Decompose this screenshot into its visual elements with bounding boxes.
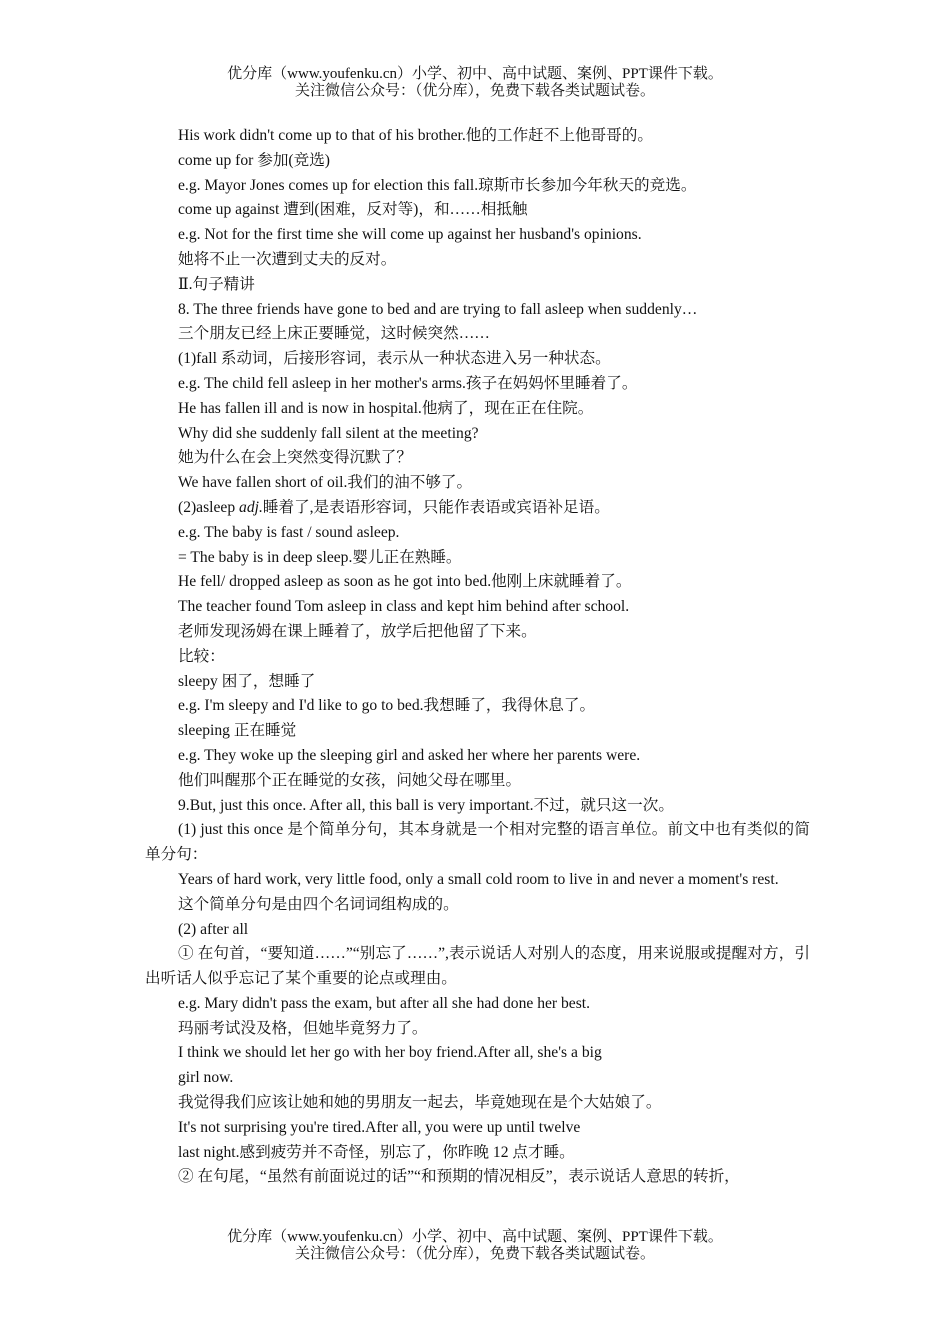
text-line: I think we should let her go with her boy friend.After all, she's a big	[178, 1044, 602, 1062]
asleep-line	[145, 496, 810, 521]
text-line: e.g. The child fell asleep in her mother's arms.孩子在妈妈怀里睡着了。	[178, 374, 638, 392]
text-line: come up for 参加(竞选)	[178, 151, 331, 169]
text-line: 他们叫醒那个正在睡觉的女孩，问她父母在哪里。	[178, 771, 522, 789]
text-line: (2) after all	[178, 920, 249, 938]
text-line: He fell/ dropped asleep as soon as he got into bed.他刚上床就睡着了。	[178, 573, 632, 591]
text-line: 9.But, just this once. After all, this ball is very important.不过，就只这一次。	[178, 796, 674, 814]
text-line: We have fallen short of oil.我们的油不够了。	[178, 474, 473, 492]
document-body	[145, 124, 810, 1190]
text-line: It's not surprising you're tired.After all, you were up until twelve	[178, 1118, 581, 1136]
text-line: ② 在句尾，“虽然有前面说过的话”“和预期的情况相反”，表示说话人意思的转折，	[178, 1168, 740, 1186]
text-line: e.g. Mayor Jones comes up for election this fall.琼斯市长参加今年秋天的竞选。	[178, 176, 697, 194]
text-line: e.g. Mary didn't pass the exam, but after all she had done her best.	[178, 994, 591, 1012]
header-line-1: 优分库（www.youfenku.cn）小学、初中、高中试题、案例、PPT课件下载。	[227, 66, 723, 82]
text-line: sleeping 正在睡觉	[178, 722, 297, 740]
text-line: e.g. The baby is fast / sound asleep.	[178, 523, 400, 541]
text-line: 这个简单分句是由四个名词词组构成的。	[178, 895, 459, 913]
paragraph-years: Years of hard work, very little food, only a small cold room to live in and never a moment's rest.	[178, 870, 779, 888]
text-line: sleepy 困了，想睡了	[178, 672, 316, 690]
asleep-suffix: 睡着了,是表语形容词，只能作表语或宾语补足语。	[262, 498, 610, 516]
paragraph-simple-clause: (1) just this once 是个简单分句，其本身就是一个相对完整的语言单位。前文中也有类似的简单分句：	[145, 821, 810, 864]
asleep-pos: adj.	[239, 498, 263, 516]
text-line: 比较：	[178, 647, 225, 665]
text-line: 8. The three friends have gone to bed and are trying to fall asleep when suddenly…	[178, 300, 698, 318]
section-heading: Ⅱ.句子精讲	[178, 275, 255, 293]
text-line: (1)fall 系动词，后接形容词，表示从一种状态进入另一种状态。	[178, 350, 611, 368]
text-line: 她为什么在会上突然变得沉默了？	[178, 449, 412, 467]
text-line: girl now.	[178, 1069, 234, 1087]
text-line: last night.感到疲劳并不奇怪，别忘了，你昨晚 12 点才睡。	[178, 1143, 575, 1161]
page-footer	[0, 1229, 950, 1263]
paragraph-circle-1: ① 在句首，“要知道……”“别忘了……”,表示说话人对别人的态度，用来说服或提醒对方，引出听话人似乎忘记了某个重要的论点或理由。	[145, 945, 810, 988]
text-line: Why did she suddenly fall silent at the meeting?	[178, 424, 479, 442]
text-line: e.g. They woke up the sleeping girl and asked her where her parents were.	[178, 746, 641, 764]
text-line: 老师发现汤姆在课上睡着了，放学后把他留了下来。	[178, 622, 537, 640]
asleep-prefix: (2)asleep	[178, 498, 240, 516]
text-line: The teacher found Tom asleep in class and kept him behind after school.	[178, 598, 630, 616]
footer-line-2: 关注微信公众号：（优分库），免费下载各类试题试卷。	[294, 1246, 655, 1262]
text-line: His work didn't come up to that of his brother.他的工作赶不上他哥哥的。	[178, 127, 653, 144]
text-line: He has fallen ill and is now in hospital.他病了，现在正在住院。	[178, 399, 594, 417]
text-line: 玛丽考试没及格，但她毕竟努力了。	[178, 1019, 428, 1037]
text-line: 她将不止一次遭到丈夫的反对。	[178, 250, 397, 268]
text-line: e.g. Not for the first time she will come up against her husband's opinions.	[178, 226, 642, 244]
text-line: come up against 遭到(困难，反对等)，和……相抵触	[178, 201, 528, 219]
text-line: = The baby is in deep sleep.婴儿正在熟睡。	[178, 548, 462, 566]
text-line: e.g. I'm sleepy and I'd like to go to bed.我想睡了，我得休息了。	[178, 697, 596, 715]
text-line: 三个朋友已经上床正要睡觉，这时候突然……	[178, 325, 490, 343]
text-line: 我觉得我们应该让她和她的男朋友一起去，毕竟她现在是个大姑娘了。	[178, 1094, 662, 1112]
header-line-2: 关注微信公众号：（优分库），免费下载各类试题试卷。	[294, 83, 655, 99]
footer-line-1: 优分库（www.youfenku.cn）小学、初中、高中试题、案例、PPT课件下载。	[227, 1229, 723, 1245]
page-header	[0, 66, 950, 100]
